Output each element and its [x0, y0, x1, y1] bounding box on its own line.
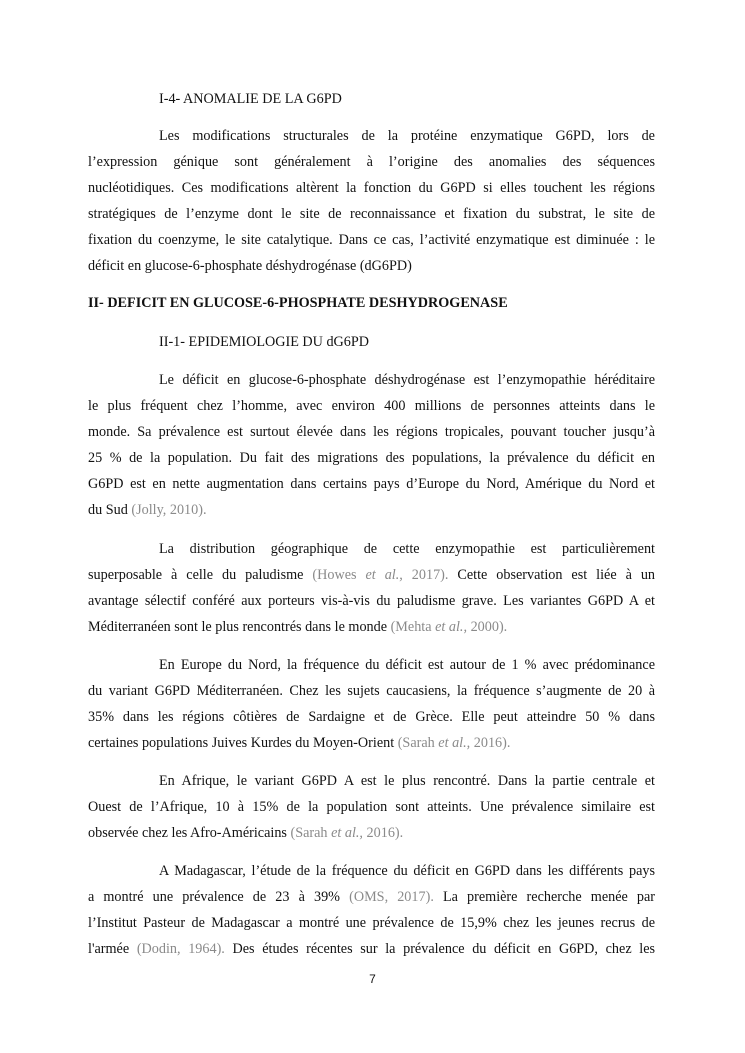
citation [398, 735, 511, 751]
paragraph-line [88, 887, 655, 907]
citation-etal: et al., [438, 735, 471, 751]
citation [290, 825, 403, 841]
paragraph-line: le plus fréquent chez l’homme, avec environ 400 millions de personnes atteints dans le [88, 398, 655, 414]
paragraph-line [88, 565, 655, 585]
paragraph-line: stratégiques de l’enzyme dont le site de reconnaissance et fixation du substrat, le site de [88, 206, 655, 222]
paragraph-line: A Madagascar, l’étude de la fréquence du déficit en G6PD dans les différents pays [159, 863, 655, 879]
paragraph-text: a montré une prévalence de 23 à 39% [88, 889, 340, 905]
paragraph-text: l'armée [88, 941, 130, 957]
section-heading-i4: I-4- ANOMALIE DE LA G6PD [159, 91, 342, 107]
paragraph-text: Cette observation est liée à un [457, 567, 656, 583]
citation-year: 2017). [411, 567, 449, 583]
page-number: 7 [369, 972, 376, 986]
paragraph-line [88, 617, 655, 637]
paragraph-text: superposable à celle du paludisme [88, 567, 304, 583]
paragraph-line: Le déficit en glucose-6-phosphate déshydrogénase est l’enzymopathie héréditaire [159, 372, 655, 388]
citation-year: 2016). [473, 735, 511, 751]
citation-year: 2000). [470, 619, 508, 635]
paragraph-text: du Sud [88, 502, 128, 518]
paragraph-line: Les modifications structurales de la protéine enzymatique G6PD, lors de [159, 128, 655, 144]
paragraph-text: Méditerranéen sont le plus rencontrés dans le monde [88, 619, 388, 635]
citation-author: (Sarah [290, 825, 328, 841]
citation: (OMS, 2017). [349, 889, 434, 905]
citation-etal: et al., [365, 567, 403, 583]
paragraph-line: En Europe du Nord, la fréquence du déficit est autour de 1 % avec prédominance [159, 657, 655, 673]
paragraph-line: monde. Sa prévalence est surtout élevée dans les régions tropicales, pouvant toucher jusqu’à [88, 424, 655, 440]
paragraph-text: observée chez les Afro-Américains [88, 825, 287, 841]
citation-year: 2016). [366, 825, 404, 841]
citation-etal: et al., [435, 619, 468, 635]
paragraph-line: avantage sélectif conféré aux porteurs vis-à-vis du paludisme grave. Les variantes G6PD A et [88, 593, 655, 609]
citation: (Dodin, 1964). [136, 941, 225, 957]
paragraph-line: l’expression génique sont généralement à l’origine des anomalies des séquences [88, 154, 655, 170]
citation-author: (Sarah [397, 735, 435, 751]
paragraph-line: du variant G6PD Méditerranéen. Chez les sujets caucasiens, la fréquence s’augmente de 20 à [88, 683, 655, 699]
citation-etal: et al., [331, 825, 363, 841]
paragraph-line [88, 500, 655, 520]
citation: (Jolly, 2010). [131, 502, 207, 518]
section-heading-ii: II- DEFICIT EN GLUCOSE-6-PHOSPHATE DESHYDROGENASE [88, 295, 508, 311]
paragraph-line: l’Institut Pasteur de Madagascar a montré une prévalence de 15,9% chez les jeunes recrus de [88, 915, 655, 931]
paragraph-line [88, 823, 655, 843]
paragraph-line: La distribution géographique de cette enzymopathie est particulièrement [159, 541, 655, 557]
paragraph-line [88, 733, 655, 753]
paragraph-line: 35% dans les régions côtières de Sardaigne et de Grèce. Elle peut atteindre 50 % dans [88, 709, 655, 725]
paragraph-text: Des études récentes sur la prévalence du déficit en G6PD, chez les [232, 941, 656, 957]
paragraph-text: certaines populations Juives Kurdes du Moyen-Orient [88, 735, 395, 751]
paragraph-line: déficit en glucose-6-phosphate déshydrogénase (dG6PD) [88, 258, 412, 274]
paragraph-line: G6PD est en nette augmentation dans certains pays d’Europe du Nord, Amérique du Nord et [88, 476, 655, 492]
paragraph-line: fixation du coenzyme, le site catalytique. Dans ce cas, l’activité enzymatique est diminuée : le [88, 232, 655, 248]
paragraph-text: La première recherche menée par [442, 889, 656, 905]
paragraph-line: 25 % de la population. Du fait des migrations des populations, la prévalence du déficit en [88, 450, 655, 466]
paragraph-line [88, 939, 655, 959]
citation-author: (Mehta [390, 619, 432, 635]
paragraph-line: Ouest de l’Afrique, 10 à 15% de la population sont atteints. Une prévalence similaire est [88, 799, 655, 815]
citation-author: (Howes [312, 567, 357, 583]
citation [312, 567, 448, 583]
section-heading-ii1: II-1- EPIDEMIOLOGIE DU dG6PD [159, 334, 370, 350]
paragraph-line: En Afrique, le variant G6PD A est le plus rencontré. Dans la partie centrale et [159, 773, 655, 789]
citation [391, 619, 508, 635]
paragraph-line: nucléotidiques. Ces modifications altèrent la fonction du G6PD si elles touchent les régions [88, 180, 655, 196]
